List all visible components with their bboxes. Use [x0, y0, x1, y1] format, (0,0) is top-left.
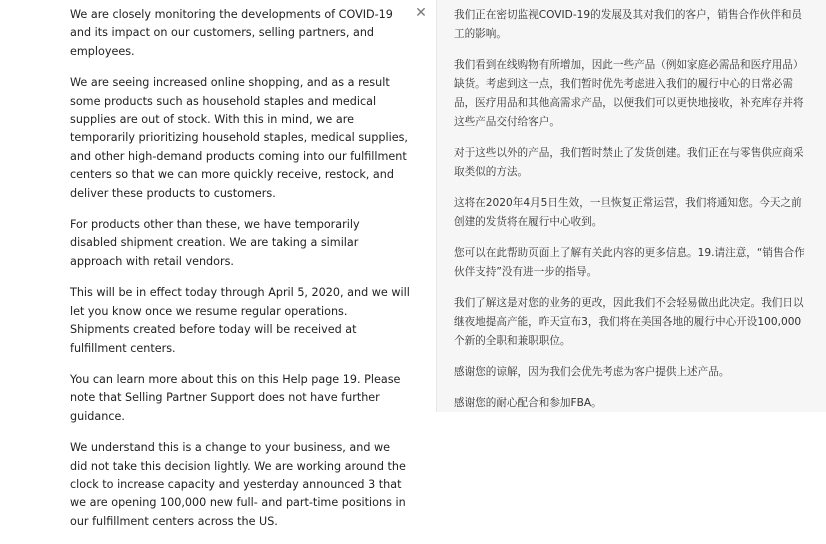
- translation-pane: [437, 0, 826, 412]
- translated-paragraph: 我们正在密切监视COVID-19的发展及其对我们的客户，销售合作伙伴和员工的影响。: [454, 9, 803, 40]
- source-paragraph: We understand this is a change to your business, and we did not take this decision lightly. We are working around the clock to increase capacity and yesterday announced 3 that we are opening 100,000 new full- and part-time positions in our fulfillment centers across the US.: [70, 441, 406, 528]
- translated-paragraph: 对于这些以外的产品，我们暂时禁止了发货创建。我们正在与零售供应商采取类似的方法。: [454, 147, 804, 178]
- source-paragraph: We are closely monitoring the developments of COVID-19 and its impact on our customers, selling partners, and employees.: [70, 8, 393, 58]
- translated-paragraph: 我们看到在线购物有所增加，因此一些产品（例如家庭必需品和医疗用品）缺货。考虑到这一点，我们暂时优先考虑进入我们的履行中心的日常必需品，医疗用品和其他高需求产品，以便我们可以更快地接收，补充库存并将这些产品交付给客户。: [454, 59, 804, 128]
- translated-paragraph: 您可以在此帮助页面上了解有关此内容的更多信息。19.请注意，“销售合作伙伴支持”没有进一步的指导。: [454, 247, 805, 278]
- source-text: [70, 6, 410, 544]
- left-gutter: [0, 0, 23, 412]
- translated-paragraph: 感谢您的耐心配合和参加FBA。: [454, 397, 602, 409]
- translated-paragraph: 我们了解这是对您的业务的更改，因此我们不会轻易做出此决定。我们日以继夜地提高产能，昨天宣布3，我们将在美国各地的履行中心开设100,000个新的全职和兼职职位。: [454, 297, 804, 347]
- source-paragraph: We are seeing increased online shopping, and as a result some products such as household staples and medical supplies are out of stock. With this in mind, we are temporarily prioritizing household staples, medical supplies, and other high-demand products coming into our fulfillment centers so that we can more quickly receive, restock, and deliver these products to customers.: [70, 76, 408, 200]
- source-text-pane: [22, 0, 440, 528]
- source-paragraph: For products other than these, we have temporarily disabled shipment creation. We are taking a similar approach with retail vendors.: [70, 218, 360, 268]
- close-icon[interactable]: ✕: [415, 5, 427, 21]
- source-paragraph: You can learn more about this on this Help page 19. Please note that Selling Partner Support does not have further guidance.: [70, 372, 401, 423]
- source-paragraph: This will be in effect today through April 5, 2020, and we will let you know once we resume regular operations. Shipments created before today will be received at fulfillment centers.: [70, 286, 410, 355]
- translated-paragraph: 这将在2020年4月5日生效，一旦恢复正常运营，我们将通知您。今天之前创建的发货将在履行中心收到。: [454, 197, 802, 228]
- translated-text: [454, 6, 806, 425]
- translated-paragraph: 感谢您的谅解，因为我们会优先考虑为客户提供上述产品。: [454, 366, 730, 378]
